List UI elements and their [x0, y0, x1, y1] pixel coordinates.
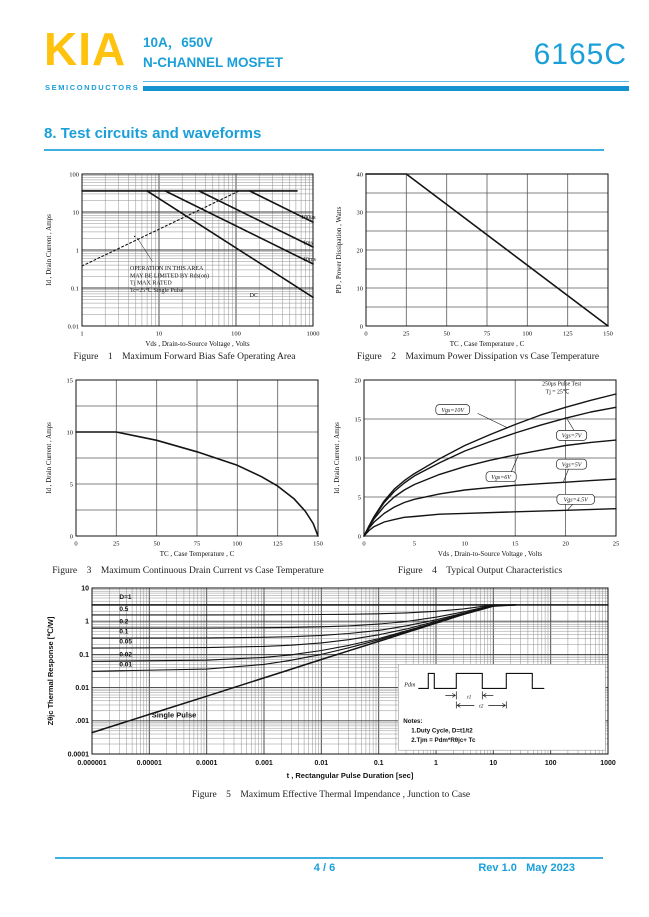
svg-text:0: 0	[74, 540, 78, 548]
svg-text:TC , Case Temperature , C: TC , Case Temperature , C	[159, 550, 235, 558]
svg-text:2.Tjm = Pdm*Rθjc+ Tc: 2.Tjm = Pdm*Rθjc+ Tc	[411, 737, 476, 745]
svg-text:Vgs=6V: Vgs=6V	[491, 475, 511, 481]
svg-text:0: 0	[357, 533, 361, 541]
svg-text:100: 100	[232, 540, 243, 548]
svg-text:Id , Drain Current , Amps: Id , Drain Current , Amps	[45, 422, 53, 494]
section-title: 8. Test circuits and waveforms	[44, 125, 262, 142]
svg-text:5: 5	[357, 494, 361, 502]
svg-text:250μs Pulse Test: 250μs Pulse Test	[542, 381, 582, 388]
svg-text:150: 150	[313, 540, 323, 548]
svg-text:Pdm: Pdm	[404, 682, 416, 689]
svg-text:0.1: 0.1	[79, 651, 89, 659]
svg-text:40: 40	[356, 171, 363, 179]
svg-text:OPERATION IN THIS AREA: OPERATION IN THIS AREA	[130, 265, 204, 272]
kia-logo: KIA	[44, 23, 127, 75]
svg-text:10: 10	[81, 585, 89, 593]
figure-4-output-characteristics-chart	[330, 374, 630, 570]
svg-text:1: 1	[85, 618, 89, 626]
figure-3-drain-current-chart	[42, 374, 334, 570]
svg-text:50: 50	[153, 540, 160, 548]
svg-text:t , Rectangular Pulse Duration: t , Rectangular Pulse Duration [sec]	[286, 771, 414, 780]
svg-text:1000: 1000	[306, 330, 320, 338]
svg-text:20: 20	[356, 247, 363, 255]
svg-text:0.01: 0.01	[119, 661, 133, 669]
figure-2-power-dissipation-chart	[332, 168, 624, 358]
svg-text:10: 10	[461, 540, 469, 548]
svg-text:0.01: 0.01	[67, 323, 79, 331]
svg-text:TC , Case Temperature , C: TC , Case Temperature , C	[449, 340, 525, 348]
svg-text:Single Pulse: Single Pulse	[151, 710, 197, 720]
svg-text:Vgs=4.5V: Vgs=4.5V	[563, 497, 588, 504]
svg-text:D=1: D=1	[119, 594, 132, 602]
svg-text:Id , Drain Current , Amps: Id , Drain Current , Amps	[45, 214, 53, 286]
svg-text:10ms: 10ms	[302, 256, 316, 263]
svg-text:15: 15	[66, 377, 73, 385]
header-rule-thin	[143, 81, 629, 82]
svg-text:0: 0	[359, 323, 363, 331]
svg-text:0.000001: 0.000001	[77, 760, 107, 767]
svg-text:t1: t1	[467, 694, 472, 701]
figure-1-soa-chart	[42, 168, 327, 358]
svg-text:0.1: 0.1	[373, 760, 384, 767]
svg-text:.001: .001	[75, 718, 89, 726]
svg-text:125: 125	[272, 540, 283, 548]
figure-2-caption: Figure 2 Maximum Power Dissipation vs Case Temperature	[356, 352, 600, 362]
page-number: 4 / 6	[313, 862, 336, 874]
svg-text:25: 25	[403, 330, 410, 338]
svg-text:100: 100	[522, 330, 533, 338]
svg-text:Zθjc Thermal Response [℃/W]: Zθjc Thermal Response [℃/W]	[46, 616, 55, 726]
svg-text:1000: 1000	[600, 760, 616, 767]
svg-text:150: 150	[603, 330, 613, 338]
svg-text:25: 25	[612, 540, 620, 548]
logo-subtitle: SEMICONDUCTORS	[45, 83, 140, 92]
svg-text:0.0001: 0.0001	[195, 760, 218, 767]
svg-text:20: 20	[562, 540, 569, 548]
svg-text:5: 5	[412, 540, 417, 548]
svg-text:10: 10	[72, 209, 79, 217]
svg-text:100μs: 100μs	[301, 214, 316, 221]
svg-text:0.5: 0.5	[119, 605, 129, 613]
part-number: 6165C	[533, 38, 627, 71]
svg-text:1: 1	[80, 330, 84, 338]
svg-text:125: 125	[562, 330, 573, 338]
svg-text:Tj = 25℃: Tj = 25℃	[545, 389, 570, 396]
svg-text:Id , Drain Current , Amps: Id , Drain Current , Amps	[333, 422, 341, 494]
device-type: N-CHANNEL MOSFET	[143, 54, 283, 70]
svg-text:Vds , Drain-to-Source Voltage: Vds , Drain-to-Source Voltage , Volts	[145, 340, 250, 348]
svg-text:50: 50	[443, 330, 450, 338]
figure-5-caption: Figure 5 Maximum Effective Thermal Impendance , Junction to Case	[191, 790, 471, 800]
svg-text:100: 100	[544, 760, 557, 767]
svg-text:0.2: 0.2	[119, 618, 129, 626]
svg-text:75: 75	[193, 540, 201, 548]
section-rule	[44, 149, 604, 151]
svg-text:0.01: 0.01	[314, 760, 329, 767]
svg-text:DC: DC	[249, 293, 258, 299]
svg-text:Tj MAX RATED: Tj MAX RATED	[130, 280, 172, 287]
svg-text:Vgs=5V: Vgs=5V	[561, 462, 582, 469]
revision-label: Rev 1.0	[478, 862, 517, 874]
svg-text:10: 10	[66, 429, 73, 437]
header-rule-thick	[143, 86, 629, 91]
svg-text:0.05: 0.05	[119, 638, 133, 646]
svg-text:75: 75	[483, 330, 491, 338]
svg-text:0.1: 0.1	[70, 285, 79, 293]
svg-text:PD , Power Dissipation , Wat: PD , Power Dissipation , Watts	[335, 206, 343, 294]
svg-text:t2: t2	[479, 703, 484, 710]
figure-3-caption: Figure 3 Maximum Continuous Drain Current vs Case Temperature	[52, 566, 324, 576]
svg-text:10: 10	[489, 760, 498, 767]
svg-text:20: 20	[354, 377, 361, 385]
revision-info	[478, 862, 575, 874]
svg-text:0.01: 0.01	[75, 685, 89, 692]
svg-text:▪: ▪	[133, 235, 136, 241]
device-summary	[143, 33, 283, 72]
svg-text:1: 1	[434, 760, 438, 767]
svg-text:100: 100	[69, 171, 79, 179]
svg-text:Tc=25℃ Single Pulse: Tc=25℃ Single Pulse	[130, 288, 184, 295]
svg-text:10: 10	[356, 285, 363, 293]
svg-text:0: 0	[362, 540, 366, 548]
svg-text:1: 1	[75, 247, 79, 255]
svg-text:30: 30	[356, 209, 363, 217]
svg-text:15: 15	[354, 416, 361, 424]
device-rating: 10A，650V	[143, 35, 213, 50]
figure-4-caption: Figure 4 Typical Output Characteristics	[397, 566, 563, 576]
svg-text:Vgs=10V: Vgs=10V	[441, 407, 465, 414]
svg-text:Vds , Drain-to-Source Voltage: Vds , Drain-to-Source Voltage , Volts	[437, 550, 543, 558]
svg-text:0.0001: 0.0001	[67, 751, 89, 759]
revision-spacer	[517, 862, 526, 874]
svg-text:0.1: 0.1	[119, 628, 129, 636]
svg-text:25: 25	[113, 540, 120, 548]
svg-text:0: 0	[69, 533, 73, 541]
svg-text:0.00001: 0.00001	[136, 760, 162, 767]
footer-rule	[55, 857, 603, 859]
svg-text:0.001: 0.001	[255, 760, 273, 767]
svg-text:Vgs=7V: Vgs=7V	[561, 433, 582, 440]
revision-date: May 2023	[526, 862, 575, 874]
figure-5-thermal-impedance-chart	[42, 582, 620, 794]
svg-text:Notes:: Notes:	[403, 718, 423, 726]
figure-1-caption: Figure 1 Maximum Forward Bias Safe Operating Area	[73, 352, 296, 362]
svg-text:10: 10	[155, 330, 163, 338]
svg-text:0.02: 0.02	[119, 651, 133, 659]
svg-text:1.Duty Cycle, D=t1/t2: 1.Duty Cycle, D=t1/t2	[411, 727, 473, 735]
svg-text:100: 100	[231, 330, 241, 338]
svg-text:5: 5	[69, 481, 73, 489]
svg-text:1ms: 1ms	[302, 240, 313, 247]
svg-text:10: 10	[354, 455, 361, 463]
svg-text:MAY BE LIMITED BY Rds(on): MAY BE LIMITED BY Rds(on)	[130, 273, 209, 280]
svg-text:0: 0	[364, 330, 368, 338]
svg-text:15: 15	[511, 540, 519, 548]
